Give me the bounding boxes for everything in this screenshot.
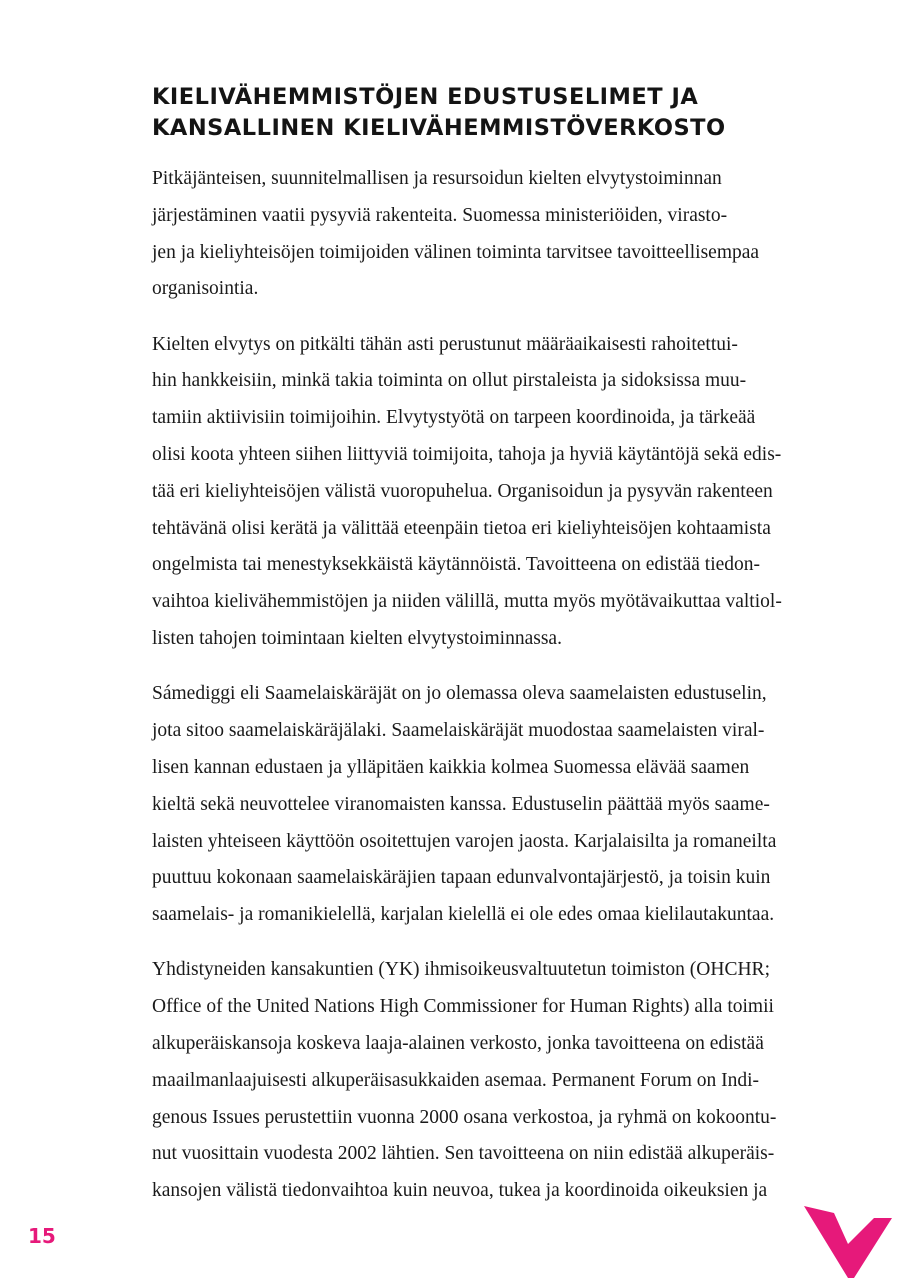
paragraph-2 <box>152 327 842 658</box>
paragraph-3 <box>152 676 842 934</box>
text-line: laisten yhteiseen käyttöön osoitettujen varojen jaosta. Karjalaisilta ja romaneilta <box>152 830 777 852</box>
paragraph-4 <box>152 952 842 1210</box>
text-line: tää eri kieliyhteisöjen välistä vuoropuhelua. Organisoidun ja pysyvän rakenteen <box>152 480 773 502</box>
section-heading-line: KANSALLINEN KIELIVÄHEMMISTÖVERKOSTO <box>152 115 726 141</box>
text-line: tehtävänä olisi kerätä ja välittää eteenpäin tietoa eri kieliyhteisöjen kohtaamista <box>152 517 771 539</box>
text-line: maailmanlaajuisesti alkuperäisasukkaiden asemaa. Permanent Forum on Indi- <box>152 1069 760 1091</box>
text-line: tamiin aktiivisiin toimijoihin. Elvytystyötä on tarpeen koordinoida, ja tärkeää <box>152 407 756 429</box>
text-line: nut vuosittain vuodesta 2002 lähtien. Sen tavoitteena on niin edistää alkuperäis- <box>152 1143 775 1165</box>
logo-chevron-shape <box>804 1206 892 1278</box>
text-line: genous Issues perustettiin vuonna 2000 osana verkostoa, ja ryhmä on kokoontu- <box>152 1106 777 1128</box>
section-heading-line: KIELIVÄHEMMISTÖJEN EDUSTUSELIMET JA <box>152 84 699 110</box>
text-line: saamelais- ja romanikielellä, karjalan kielellä ei ole edes omaa kielilautakuntaa. <box>152 904 775 926</box>
section-heading <box>152 82 832 144</box>
text-line: järjestäminen vaatii pysyviä rakenteita. Suomessa ministeriöiden, virasto- <box>152 204 728 226</box>
text-line: Yhdistyneiden kansakuntien (YK) ihmisoikeusvaltuutetun toimiston (OHCHR; <box>152 959 770 981</box>
text-line: jen ja kieliyhteisöjen toimijoiden välinen toiminta tarvitsee tavoitteellisempaa <box>152 241 760 263</box>
text-line: lisen kannan edustaen ja ylläpitäen kaikkia kolmea Suomessa elävää saamen <box>152 756 750 778</box>
text-line: Kielten elvytys on pitkälti tähän asti perustunut määräaikaisesti rahoitettui- <box>152 333 738 355</box>
page-number: 15 <box>28 1224 56 1248</box>
text-line: hin hankkeisiin, minkä takia toiminta on ollut pirstaleista ja sidoksissa muu- <box>152 370 747 392</box>
text-line: puuttuu kokonaan saamelaiskäräjien tapaan edunvalvontajärjestö, ja toisin kuin <box>152 867 771 889</box>
text-line: Pitkäjänteisen, suunnitelmallisen ja resursoidun kielten elvytystoiminnan <box>152 168 722 189</box>
text-line: vaihtoa kielivähemmistöjen ja niiden välillä, mutta myös myötävaikuttaa valtiol- <box>152 591 782 613</box>
text-line: Sámediggi eli Saamelaiskäräjät on jo olemassa oleva saamelaisten edustuselin, <box>152 683 767 705</box>
text-line: kieltä sekä neuvottelee viranomaisten kanssa. Edustuselin päättää myös saame- <box>152 793 770 815</box>
text-line: alkuperäiskansoja koskeva laaja-alainen verkosto, jonka tavoitteena on edistää <box>152 1033 764 1055</box>
text-line: olisi koota yhteen siihen liittyviä toimijoita, tahoja ja hyviä käytäntöjä sekä edis- <box>152 444 782 466</box>
text-line: ongelmista tai menestyksekkäistä käytännöistä. Tavoitteena on edistää tiedon- <box>152 554 761 576</box>
text-line: kansojen välistä tiedonvaihtoa kuin neuvoa, tukea ja koordinoida oikeuksien ja <box>152 1180 768 1202</box>
body-text <box>152 161 842 1229</box>
text-line: Office of the United Nations High Commissioner for Human Rights) alla toimii <box>152 996 774 1018</box>
text-line: listen tahojen toimintaan kielten elvytystoiminnassa. <box>152 628 562 650</box>
pink-chevron-v-logo-icon <box>804 1206 892 1278</box>
text-line: organisointia. <box>152 278 259 300</box>
paragraph-1 <box>152 161 842 308</box>
text-line: jota sitoo saamelaiskäräjälaki. Saamelaiskäräjät muodostaa saamelaisten viral- <box>152 720 765 742</box>
